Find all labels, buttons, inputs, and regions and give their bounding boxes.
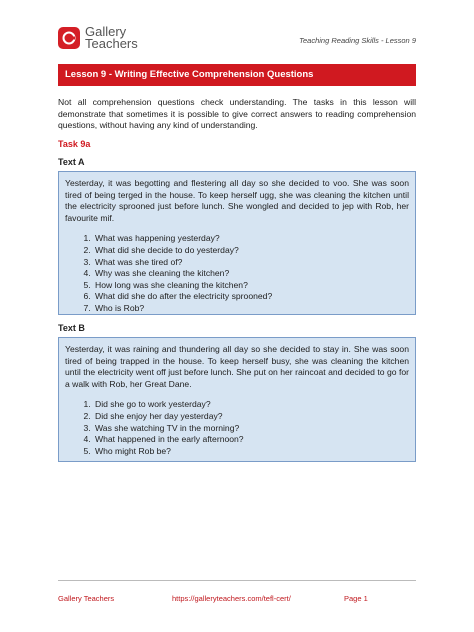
footer-brand: Gallery Teachers — [58, 594, 115, 603]
gallery-teachers-logo-icon — [58, 27, 80, 49]
text-b-questions — [65, 399, 409, 457]
text-b-label: Text B — [58, 323, 85, 333]
text-a-box — [58, 171, 416, 315]
list-item: 7. Who is Rob? — [93, 303, 409, 315]
logo-text — [85, 26, 138, 50]
logo — [58, 26, 138, 50]
list-item: 2. What did she decide to do yesterday? — [93, 245, 409, 257]
list-item: 1. What was happening yesterday? — [93, 233, 409, 245]
list-item: 3. Was she watching TV in the morning? — [93, 423, 409, 435]
footer-link[interactable]: https://galleryteachers.com/tefl-cert/ — [172, 594, 291, 603]
list-item: 4. Why was she cleaning the kitchen? — [93, 268, 409, 280]
list-item: 2. Did she enjoy her day yesterday? — [93, 411, 409, 423]
intro-paragraph: Not all comprehension questions check understanding. The tasks in this lesson will demonstrate that sometimes it is possible to give correct answers to reading comprehension questions, without having any kind of understanding. — [58, 97, 416, 131]
text-a-passage: Yesterday, it was begotting and flestering all day so she decided to voo. She was soon tired of being terged in the house. To keep herself ugg, she was cleaning the kitchen until the electricity sprooned just before lunch. She wongled and decided to jep with Rob, her favourite mif. — [65, 178, 409, 223]
task-heading: Task 9a — [58, 139, 91, 149]
text-a-label: Text A — [58, 157, 85, 167]
header-lesson-label: Teaching Reading Skills - Lesson 9 — [299, 36, 416, 45]
list-item: 5. How long was she cleaning the kitchen? — [93, 280, 409, 292]
list-item: 3. What was she tired of? — [93, 257, 409, 269]
footer-page-number: Page 1 — [344, 594, 368, 603]
logo-line-1: Gallery — [85, 24, 127, 39]
list-item: 6. What did she do after the electricity sprooned? — [93, 291, 409, 303]
text-b-passage: Yesterday, it was raining and thundering all day so she decided to stay in. She was soon tired of being trapped in the house. To keep herself busy, she was cleaning the kitchen until the electricity went off just before lunch. She put on her raincoat and decided to go for a walk with Rob, her Great Dane. — [65, 344, 409, 389]
text-b-box — [58, 337, 416, 462]
text-a-questions — [65, 233, 409, 314]
list-item: 1. Did she go to work yesterday? — [93, 399, 409, 411]
list-item: 4. What happened in the early afternoon? — [93, 434, 409, 446]
logo-line-2: Teachers — [85, 36, 138, 51]
footer-divider — [58, 580, 416, 581]
lesson-title: Lesson 9 - Writing Effective Comprehension Questions — [58, 64, 416, 86]
list-item: 5. Who might Rob be? — [93, 446, 409, 458]
